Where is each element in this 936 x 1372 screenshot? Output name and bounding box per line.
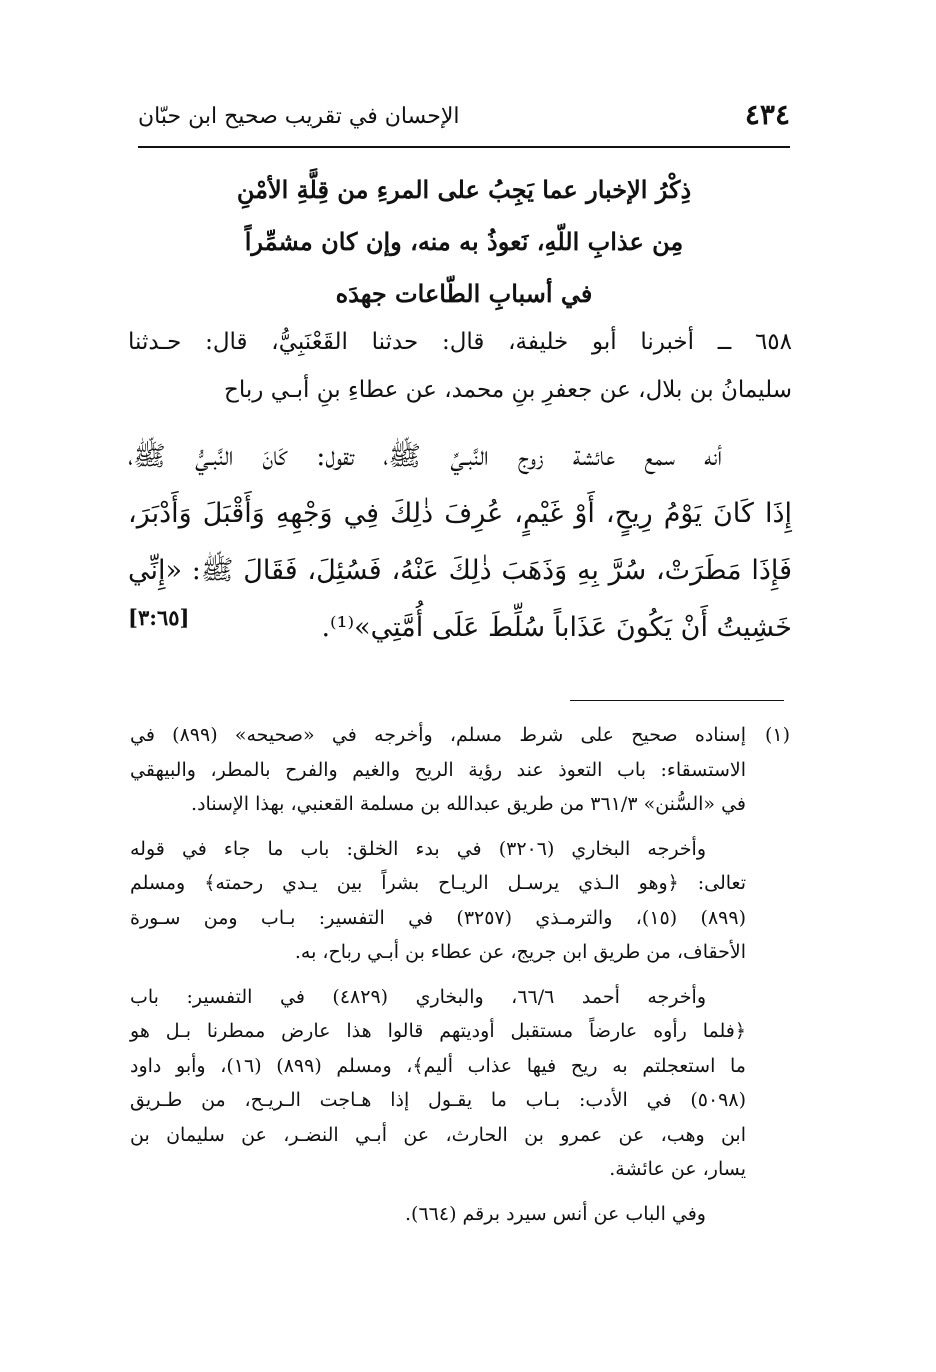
- footnote-paragraph: [130, 832, 790, 970]
- footnotes: [130, 718, 790, 1231]
- hadith-matn: [128, 428, 792, 656]
- chapter-title-line: في أسبابِ الطّاعات جهدَه: [335, 279, 593, 308]
- footnote-line: وأخرجه البخاري (٣٢٠٦) في بدء الخلق: باب ما جاء في قوله: [130, 837, 706, 860]
- footnote-line: ابن وهب، عن عمرو بن الحارث، عن أبـي النضـر، عن سليمان بن: [130, 1123, 746, 1146]
- footnote-line: الاستسقاء: باب التعوذ عند رؤية الريح والغيم والفرح بالمطر، والبيهقي: [130, 758, 746, 781]
- hadith-reference: [٣:٦٥]: [128, 605, 190, 630]
- header-rule: [138, 146, 790, 148]
- footnote-number: (١): [764, 724, 791, 746]
- footnote-line: تعالى: ﴿وهو الـذي يرسـل الريـاح بشراً بين يـدي رحمته﴾ ومسلم: [130, 872, 746, 894]
- footnote-line: ما استعجلتم به ريح فيها عذاب أليم﴾، ومسلم (٨٩٩) (١٦)، وأبو داود: [130, 1054, 746, 1077]
- running-title: الإحسان في تقريب صحيح ابن حبّان: [138, 104, 460, 129]
- chapter-title-line: مِن عذابِ اللّهِ، نَعوذُ به منه، وإن كان مشمِّراً: [244, 227, 684, 256]
- matn-line: فَإِذَا مَطَرَتْ، سُرَّ بِهِ وَذَهَبَ ذٰلِكَ عَنْهُ، فَسُئِلَ، فَقَالَ ﷺ: «إِنِّي: [128, 555, 792, 586]
- chapter-title-line: ذِكْرُ الإخبار عما يَجِبُ على المرءِ من قِلَّةِ الأمْنِ: [236, 175, 692, 204]
- isnad-line: ٦٥٨ ــ أخبرنا أبو خليفة، قال: حدثنا القَعْنَبِيُّ، قال: حـدثنا: [128, 329, 792, 355]
- footnote-line: (٨٩٩) (١٥)، والترمـذي (٣٢٥٧) في التفسير: بـاب ومن سـورة: [130, 906, 746, 929]
- footnote-line: وفي الباب عن أنس سيرد برقم (٦٦٤).: [405, 1202, 706, 1225]
- isnad-line: سليمانُ بن بلال، عن جعفرِ بنِ محمد، عن عطاءِ بنِ أبـي رباح: [224, 377, 792, 403]
- footnote-line: وأخرجه أحمد ٦٦/٦، والبخاري (٤٨٢٩) في التفسير: باب: [130, 985, 706, 1008]
- footnote-line: (٥٠٩٨) في الأدب: بـاب ما يقـول إذا هـاجت الـريـح، من طـريق: [130, 1089, 746, 1111]
- matn-line: إِذَا كَانَ يَوْمُ رِيحٍ، أَوْ غَيْمٍ، عُرِفَ ذٰلِكَ فِي وَجْهِهِ وَأَقْبَلَ وَأَدْبَرَ،: [128, 498, 792, 529]
- footnote-paragraph: [130, 1197, 790, 1232]
- hadith-isnad: [128, 318, 792, 414]
- page-number: ٤٣٤: [744, 98, 790, 131]
- footnote-line: الأحقاف، من طريق ابن جريج، عن عطاء بن أبـي رباح، به.: [294, 941, 746, 963]
- matn-line: أنه سمع عائشة زوج النَّبـيِّ ﷺ، تقول: كَانَ النَّبـيُّ ﷺ،: [128, 441, 722, 472]
- footnote-line: في «السُّنن» ٣٦١/٣ من طريق عبدالله بن مسلمة القعنبي، بهذا الإسناد.: [191, 793, 746, 815]
- footnote-line: يسار، عن عائشة.: [609, 1158, 746, 1180]
- footnote-paragraph: [130, 718, 790, 822]
- footnote-line: (١)إسناده صحيح على شرط مسلم، وأخرجه في «صحيحه» (٨٩٩) في: [130, 718, 790, 753]
- footnote-line: ﴿فلما رأوه عارضاً مستقبل أوديتهم قالوا هذا عارض ممطرنا بـل هو: [130, 1020, 746, 1042]
- chapter-title: [138, 164, 790, 320]
- footnote-separator: [570, 700, 784, 701]
- footnote-paragraph: [130, 980, 790, 1187]
- page-header: [138, 96, 790, 146]
- matn-line: خَشِيتُ أَنْ يَكُونَ عَذَاباً سُلِّطَ عَلَى أُمَّتِي»⁽¹⁾.: [321, 612, 792, 643]
